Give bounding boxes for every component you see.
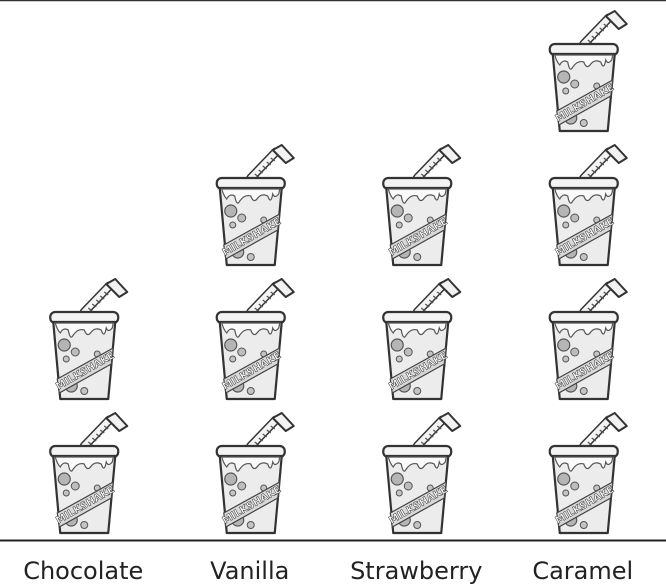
milkshake-icon-caramel-2 — [550, 279, 627, 399]
milkshake-icon-chocolate-2 — [50, 279, 127, 399]
milkshake-icon-caramel-1 — [550, 413, 627, 533]
x-tick-label-chocolate: Chocolate — [23, 557, 144, 585]
milkshake-icon-strawberry-3 — [383, 145, 460, 265]
milkshake-icon-caramel-3 — [550, 145, 627, 265]
milkshake-icon-chocolate-1 — [50, 413, 127, 533]
milkshake-icon-strawberry-2 — [383, 279, 460, 399]
x-tick-label-strawberry: Strawberry — [350, 557, 483, 585]
milkshake-icon-vanilla-1 — [217, 413, 294, 533]
x-tick-label-caramel: Caramel — [532, 557, 634, 585]
milkshake-icon-strawberry-1 — [383, 413, 460, 533]
milkshake-icon-caramel-4 — [550, 11, 627, 131]
milkshake-icon-vanilla-2 — [217, 279, 294, 399]
x-tick-label-vanilla: Vanilla — [210, 557, 290, 585]
milkshake-icon-strawberry-4 — [383, 11, 460, 131]
milkshake-icon-vanilla-3 — [217, 145, 294, 265]
